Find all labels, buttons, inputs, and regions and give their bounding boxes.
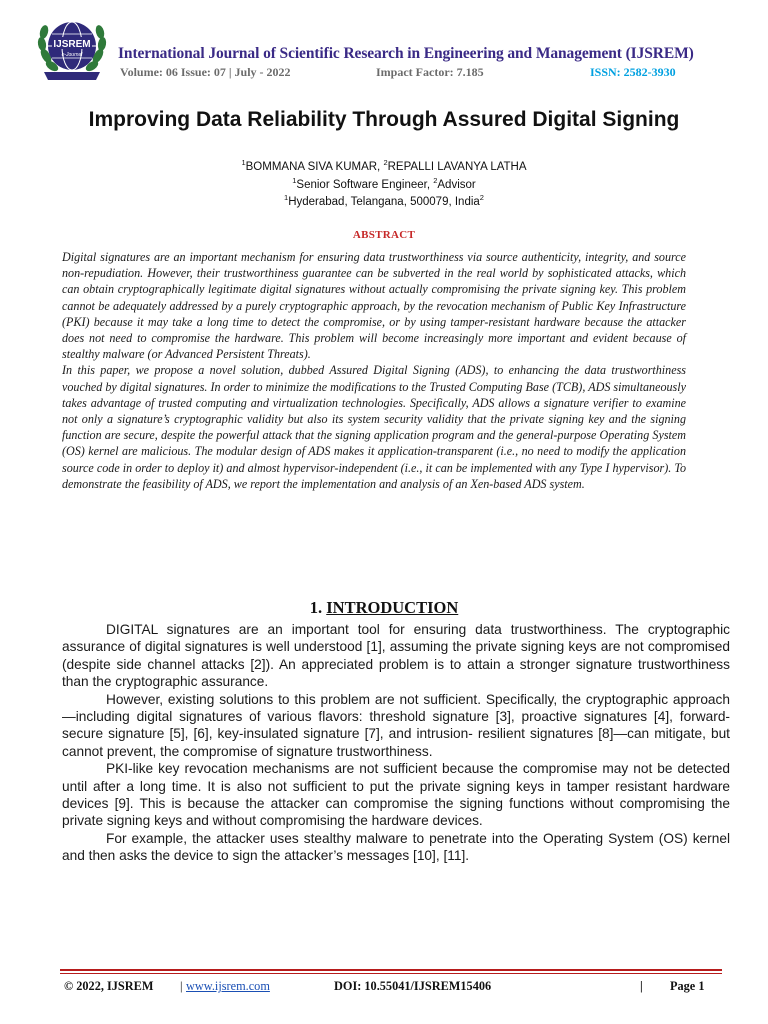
role-2: Advisor <box>437 178 476 191</box>
role1-sup: 1 <box>292 176 297 185</box>
section-number: 1. <box>309 598 327 617</box>
abstract-heading: ABSTRACT <box>352 229 416 241</box>
footer-rule <box>60 969 722 971</box>
loc-sup-2: 2 <box>479 193 484 202</box>
role-1: Senior Software Engineer, <box>296 178 434 191</box>
logo-subtext: e-Journal <box>61 52 83 58</box>
footer-page-number: Page 1 <box>670 979 705 993</box>
author-roles <box>0 176 768 191</box>
paper-title: Improving Data Reliability Through Assured Digital Signing <box>88 108 680 131</box>
footer-copyright: © 2022, IJSREM <box>64 979 154 993</box>
body-paragraph: However, existing solutions to this problem are not sufficient. Specifically, the cryptographic approach—including digital signatures of various flavors: threshold signature [3], proactive signatures [4], forward-secure signature [5], [6], key-insulated signature [7], and intrusion- resilient signatures [8]—can mitigate, but cannot prevent, the compromise of signature trustworthiness. <box>62 691 730 759</box>
footer-separator: | <box>180 979 183 993</box>
impact-factor: Impact Factor: 7.185 <box>376 65 484 79</box>
author2-sup: 2 <box>383 158 388 167</box>
body-paragraph: For example, the attacker uses stealthy malware to penetrate into the Operating System (OS) kernel and then asks the device to sign the attacker’s messages [10], [11]. <box>62 830 730 864</box>
location-text: Hyderabad, Telangana, 500079, India <box>288 195 480 208</box>
journal-header <box>30 14 750 84</box>
author1-sup: 1 <box>241 158 246 167</box>
body-paragraph: DIGITAL signatures are an important tool for ensuring data trustworthiness. The cryptographic assurance of digital signatures is well understood [1], assuming the private signing keys are not compromised (despite side channel attacks [2]). An appreciated problem is to attain a stronger signature trustworthiness than the cryptographic assurance. <box>62 622 730 690</box>
body-paragraph: PKI-like key revocation mechanisms are not sufficient because the compromise may not be detected until after a long time. It is also not sufficient to put the private signing keys in tamper resistant hardware devices [9]. This is because the attacker can compromise the signing functions without compromising the private signing keys and without compromising the hardware devices. <box>62 761 730 829</box>
abstract-paragraph: Digital signatures are an important mechanism for ensuring data trustworthiness via source authenticity, integrity, and source non-repudiation. However, their trustworthiness guarantee can be subverted in the real world by sophisticated attacks, which can obtain cryptographically legitimate digital signatures without actually compromising the private signing key. This problem cannot be adequately addressed by a purely cryptographic approach, by the revocation mechanism of Public Key Infrastructure (PKI) because it may take a long time to detect the compromise, or by using tamper-resistant hardware because the attacker does not need to compromise the hardware. This problem will become increasingly more important and evident because of stealthy malware (or Advanced Persistent Threats). <box>62 250 686 362</box>
loc-sup-1: 1 <box>284 193 289 202</box>
journal-title: International Journal of Scientific Research in Engineering and Management (IJSREM) <box>118 45 694 62</box>
author-1: BOMMANA SIVA KUMAR, <box>245 160 384 173</box>
role2-sup: 2 <box>433 176 438 185</box>
footer-rule-thin <box>60 973 722 974</box>
footer-website-link[interactable]: www.ijsrem.com <box>186 979 270 993</box>
section-title: INTRODUCTION <box>326 598 459 617</box>
author-location <box>0 193 768 208</box>
author-line <box>0 158 768 173</box>
introduction-body <box>62 621 730 865</box>
logo-text: IJSREM <box>53 39 91 50</box>
footer-doi: DOI: 10.55041/IJSREM15406 <box>334 979 492 993</box>
volume-issue: Volume: 06 Issue: 07 | July - 2022 <box>120 65 291 79</box>
abstract-body <box>62 249 686 492</box>
footer-separator: | <box>640 979 643 993</box>
abstract-paragraph: In this paper, we propose a novel solution, dubbed Assured Digital Signing (ADS), to enhancing the data trustworthiness vouched by digital signatures. In order to minimize the modifications to the Trusted Computing Base (TCB), ADS simultaneously takes advantage of trusted computing and virtualization technologies. Specifically, ADS allows a signature verifier to examine not only a signature’s cryptographic validity but also its system security validity that the private signing key and the signing function are secure, despite the powerful attack that the signing application program and the general-purpose Operating System (OS) kernel are malicious. The modular design of ADS makes it application-transparent (i.e., no need to modify the application source code in order to deploy it) and almost hypervisor-independent (i.e., it can be implemented with any Type I hypervisor). To demonstrate the feasibility of ADS, we report the implementation and analysis of an Xen-based ADS system. <box>62 363 686 491</box>
ijsrem-logo <box>30 14 114 84</box>
section-heading-introduction <box>0 598 768 618</box>
issn: ISSN: 2582-3930 <box>590 65 676 79</box>
author-2: REPALLI LAVANYA LATHA <box>387 160 527 173</box>
